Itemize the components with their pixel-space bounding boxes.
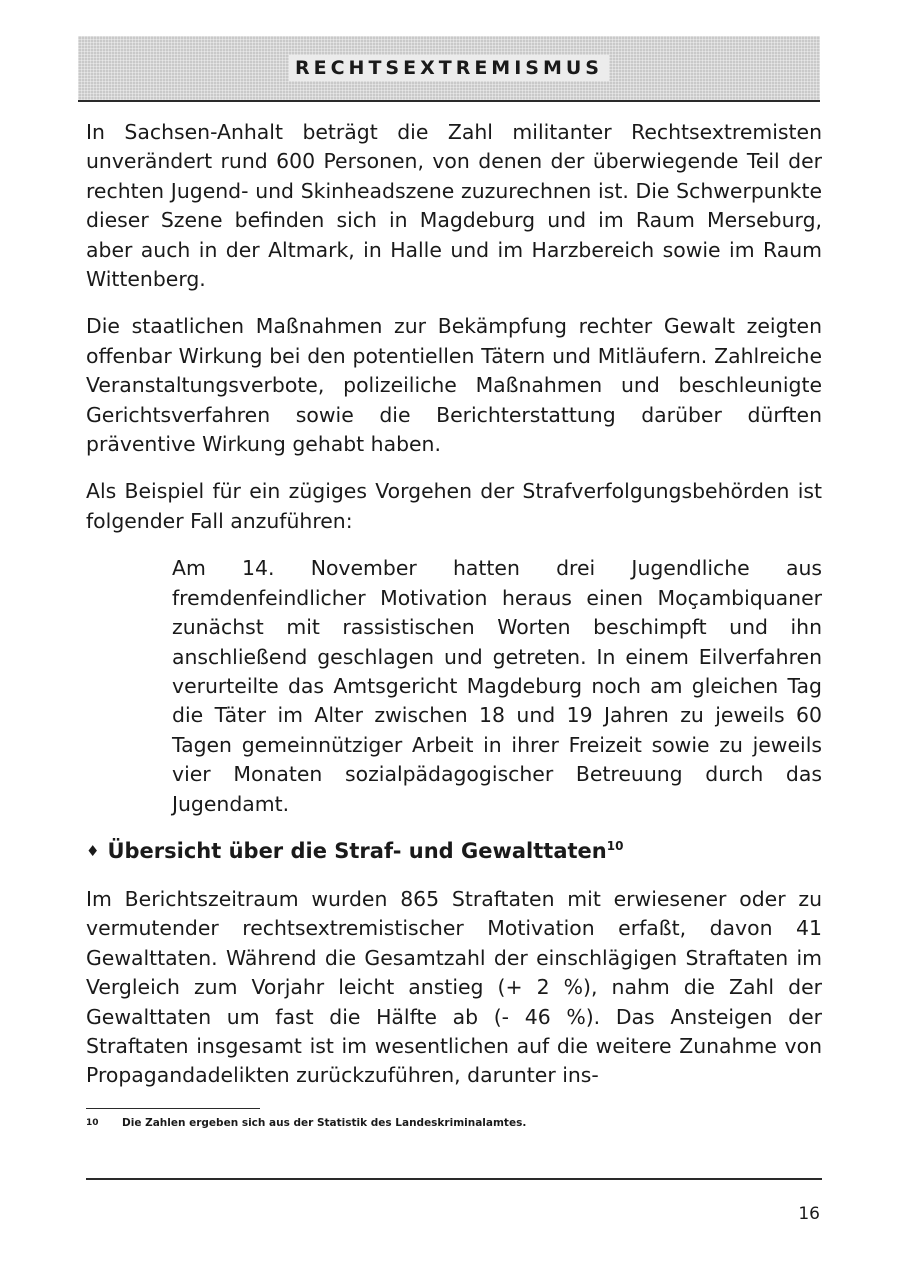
page-number: 16 (798, 1204, 820, 1224)
footnote (86, 1116, 806, 1130)
header-band (78, 36, 820, 102)
page-title: RECHTSEXTREMISMUS (289, 55, 609, 81)
footnote-text: Die Zahlen ergeben sich aus der Statistik des Landeskriminalamtes. (122, 1117, 527, 1129)
case-quote: Am 14. November hatten drei Jugendliche aus fremdenfeindlicher Motivation heraus einen Moçambiquaner zunächst mit rassistischen Worten beschimpft und ihn anschließend geschlagen und getreten. In einem Eilverfahren verurteilte das Amtsgericht Magdeburg noch am gleichen Tag die Täter im Alter zwischen 18 und 19 Jahren zu jeweils 60 Tagen gemeinnütziger Arbeit in ihrer Freizeit sowie zu jeweils vier Monaten sozialpädagogischer Betreuung durch das Jugendamt. (172, 556, 822, 816)
paragraph-statistics: Im Berichtszeitraum wurden 865 Straftaten mit erwiesener oder zu vermutender rechtsextremistischer Motivation erfaßt, davon 41 Gewalttaten. Während die Gesamtzahl der einschlägigen Straftaten im Vergleich zum Vorjahr leicht anstieg (+ 2 %), nahm die Zahl der Gewalttaten um fast die Hälfte ab (- 46 %). Das Ansteigen der Straftaten insgesamt ist im wesentlichen auf die weitere Zunahme von Propagandadelikten zurückzuführen, darunter ins- (86, 886, 822, 1088)
page-bottom-rule (86, 1178, 822, 1180)
diamond-bullet-icon: ♦ (86, 841, 100, 860)
paragraph-example-intro: Als Beispiel für ein zügiges Vorgehen der Strafverfolgungsbehörden ist folgender Fall anzuführen: (86, 479, 822, 533)
section-heading (86, 837, 822, 867)
main-content (86, 118, 822, 1109)
footnote-number: 10 (86, 1118, 99, 1128)
section-heading-text: Übersicht über die Straf- und Gewalttaten (107, 838, 607, 863)
paragraph-measures: Die staatlichen Maßnahmen zur Bekämpfung rechter Gewalt zeigten offenbar Wirkung bei den potentiellen Tätern und Mitläufern. Zahlreiche Veranstaltungsverbote, polizeiliche Maßnahmen und beschleunigte Gerichtsverfahren sowie die Berichterstattung darüber dürften präventive Wirkung gehabt haben. (86, 314, 822, 457)
paragraph-intro: In Sachsen-Anhalt beträgt die Zahl militanter Rechtsextremisten unverändert rund 600 Personen, von denen der überwiegende Teil der rechten Jugend- und Skinheadszene zuzurechnen ist. Die Schwerpunkte dieser Szene befinden sich in Magdeburg und im Raum Merseburg, aber auch in der Altmark, in Halle und im Harzbereich sowie im Raum Wittenberg. (86, 120, 822, 292)
footnote-divider (86, 1108, 260, 1109)
footnote-ref[interactable]: 10 (606, 838, 624, 853)
